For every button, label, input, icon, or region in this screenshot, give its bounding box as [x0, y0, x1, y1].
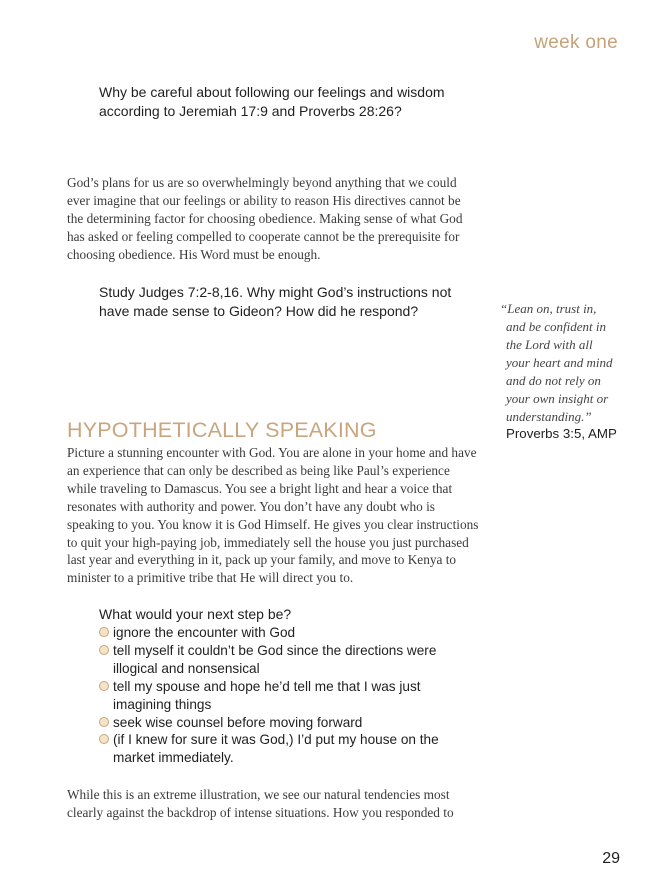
quote-line: the Lord with all — [506, 337, 593, 352]
study-question-judges: Study Judges 7:2-8,16. Why might God’s instructions not have made sense to Gideon? How did he respond? — [99, 284, 452, 319]
body-paragraph-3: While this is an extreme illustration, we see our natural tendencies most clearly against the backdrop of intense situations. How you responded to — [67, 787, 454, 820]
poll-option-label: tell myself it couldn’t be God since the directions were illogical and nonsensical — [113, 642, 437, 676]
poll-option[interactable] — [99, 642, 459, 678]
poll-option-label: seek wise counsel before moving forward — [113, 714, 363, 730]
sidebar-quote — [500, 300, 630, 426]
quote-line: “Lean on, trust in, — [500, 301, 597, 316]
quote-line: understanding.” — [506, 409, 592, 424]
poll-option[interactable] — [99, 731, 459, 767]
poll-option[interactable] — [99, 678, 459, 714]
quote-line: and be confident in — [506, 319, 607, 334]
poll-option-label: ignore the encounter with God — [113, 625, 296, 640]
section-label: week one — [534, 32, 618, 53]
study-question-jeremiah: Why be careful about following our feelings and wisdom according to Jeremiah 17:9 and Proverbs 28:26? — [99, 84, 445, 119]
poll-option-label: tell my spouse and hope he’d tell me that I was just imagining things — [113, 678, 421, 712]
poll-option[interactable] — [99, 624, 459, 642]
radio-circle-icon[interactable] — [99, 645, 109, 655]
quote-line: your heart and mind — [506, 355, 613, 370]
poll-question: What would your next step be? — [99, 606, 292, 622]
quote-line: and do not rely on — [506, 373, 601, 388]
radio-circle-icon[interactable] — [99, 717, 109, 727]
poll-option[interactable] — [99, 714, 459, 732]
page-number: 29 — [602, 850, 620, 867]
body-paragraph-1: God’s plans for us are so overwhelmingly beyond anything that we could ever imagine that our feelings or ability to reason His directives cannot be the determining factor for choosing obedience. Making sense of what God has asked or feeling compelled to cooperate cannot be the prerequisite for choosing obedience. His Word must be enough. — [67, 175, 463, 262]
body-paragraph-2: Picture a stunning encounter with God. You are alone in your home and have an experience that can only be described as being like Paul’s experience while traveling to Damascus. You see a bright light and hear a voice that resonates with authority and power. You don’t have any doubt who is speaking to you. You know it is God Himself. He gives you clear instructions to quit your high-paying job, immediately sell the house you just purchased last year and everything in it, pack up your family, and move to Kenya to minister to a primitive tribe that He will direct you to. — [67, 445, 479, 586]
radio-circle-icon[interactable] — [99, 681, 109, 691]
quote-reference: Proverbs 3:5, AMP — [506, 426, 617, 441]
quote-line: your own insight or — [506, 391, 609, 406]
poll-option-label: (if I knew for sure it was God,) I’d put my house on the market immediately. — [113, 732, 439, 766]
radio-circle-icon[interactable] — [99, 627, 109, 637]
radio-circle-icon[interactable] — [99, 734, 109, 744]
poll-options — [99, 624, 459, 767]
section-heading: HYPOTHETICALLY SPEAKING — [67, 418, 377, 442]
